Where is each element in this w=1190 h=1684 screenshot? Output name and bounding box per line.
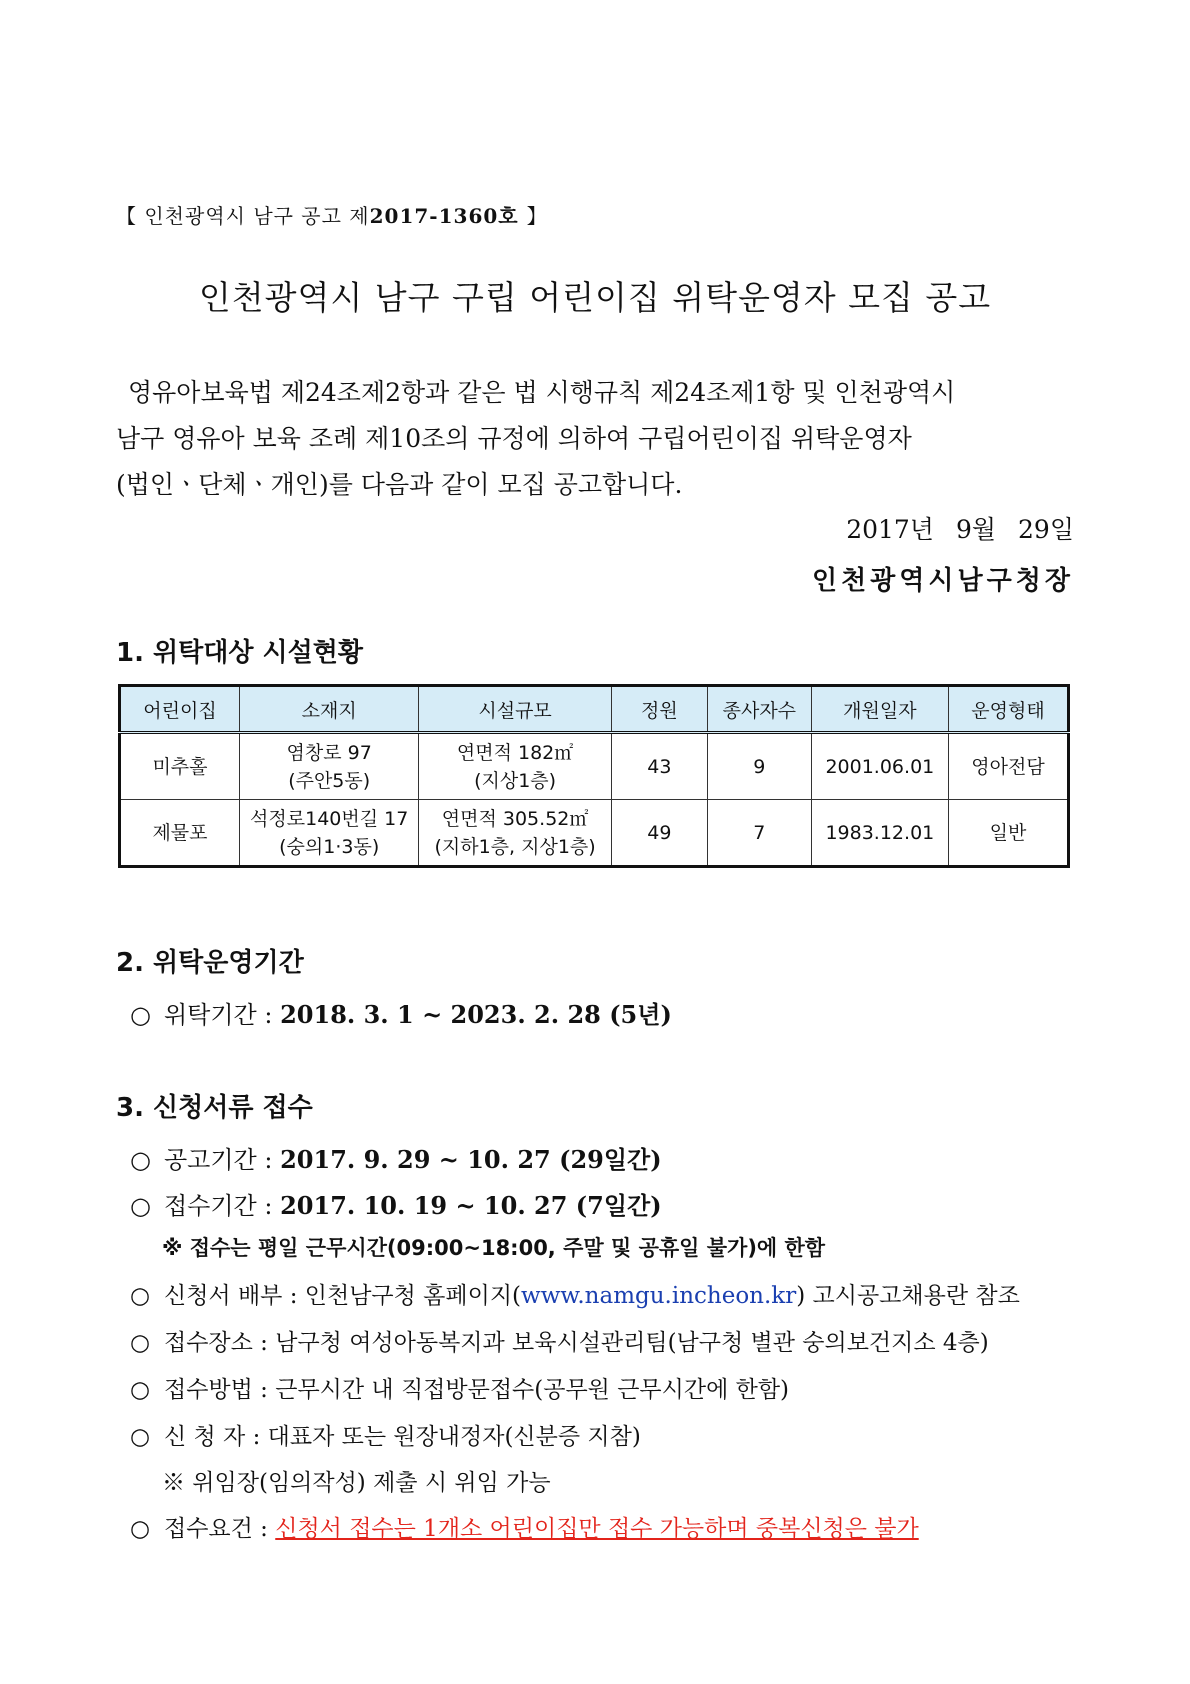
address-line: 염창로 97 (286, 741, 372, 764)
date-year: 2017년 (846, 515, 934, 544)
notice-number-value: 2017-1360 (369, 204, 499, 228)
table-row (120, 800, 1069, 867)
table-header-row (120, 686, 1069, 733)
cell-staff: 7 (707, 800, 811, 867)
distribution-item (130, 1277, 1020, 1310)
cell-type: 일반 (948, 800, 1068, 867)
cell-address (239, 733, 418, 800)
cell-size (419, 800, 611, 867)
bullet-icon: ○ (130, 1424, 151, 1450)
bracket-open: 【 (116, 204, 137, 228)
applicant-item (130, 1418, 641, 1451)
notice-date (846, 510, 1074, 546)
issuer: 인천광역시남구청장 (811, 566, 1074, 596)
requirement-item (130, 1510, 919, 1543)
facility-table (118, 684, 1070, 868)
intro-line-1: 영유아보육법 제24조제2항과 같은 법 시행규칙 제24조제1항 및 인천광역시 (128, 378, 956, 407)
notice-number (116, 200, 548, 229)
cell-capacity: 49 (611, 800, 707, 867)
col-header-capacity: 정원 (611, 686, 707, 733)
homepage-link[interactable]: www.namgu.incheon.kr (521, 1283, 797, 1309)
item-text: 신청서 배부 : 인천남구청 홈페이지( (164, 1283, 522, 1309)
cell-address (239, 800, 418, 867)
intro-line-2: 남구 영유아 보육 조례 제10조의 규정에 의하여 구립어린이집 위탁운영자 (116, 424, 912, 453)
table-row (120, 733, 1069, 800)
col-header-name: 어린이집 (120, 686, 240, 733)
bullet-icon: ○ (130, 1516, 151, 1542)
receive-note: ※ 접수는 평일 근무시간(09:00~18:00, 주말 및 공휴일 불가)에 한함 (162, 1236, 826, 1260)
section-2-heading: 2. 위탁운영기간 (116, 948, 304, 978)
cell-name: 미추홀 (120, 733, 240, 800)
intro-line-3: (법인ㆍ단체ㆍ개인)를 다음과 같이 모집 공고합니다. (116, 470, 683, 499)
bracket-close: 】 (526, 204, 548, 228)
size-floors: (지하1층, 지상1층) (434, 835, 596, 858)
page-title: 인천광역시 남구 구립 어린이집 위탁운영자 모집 공고 (198, 278, 992, 317)
cell-capacity: 43 (611, 733, 707, 800)
requirement-warning: 신청서 접수는 1개소 어린이집만 접수 가능하며 중복신청은 불가 (275, 1516, 919, 1542)
bullet-icon: ○ (130, 1377, 151, 1403)
col-header-address: 소재지 (239, 686, 418, 733)
col-header-staff: 종사자수 (707, 686, 811, 733)
cell-opened: 2001.06.01 (811, 733, 948, 800)
contract-period-item (130, 995, 672, 1030)
item-value: 2017. 9. 29 ~ 10. 27 (29일간) (280, 1145, 662, 1174)
address-dong: (주안5동) (288, 769, 371, 792)
cell-name: 제물포 (120, 800, 240, 867)
bullet-icon: ○ (130, 1192, 151, 1220)
item-label: 접수기간 : (164, 1192, 281, 1220)
item-text-after: ) 고시공고채용란 참조 (796, 1283, 1020, 1309)
item-value: 2018. 3. 1 ~ 2023. 2. 28 (5년) (280, 1000, 672, 1029)
size-area: 연면적 305.52㎡ (441, 807, 589, 830)
item-text: 접수장소 : 남구청 여성아동복지과 보육시설관리팀(남구청 별관 숭의보건지소 4층) (164, 1330, 989, 1356)
date-month: 9월 (955, 515, 997, 544)
item-value: 2017. 10. 19 ~ 10. 27 (7일간) (280, 1191, 662, 1220)
bullet-icon: ○ (130, 1283, 151, 1309)
size-area: 연면적 182㎡ (456, 741, 574, 764)
size-floors: (지상1층) (474, 769, 557, 792)
col-header-type: 운영형태 (948, 686, 1068, 733)
col-header-size: 시설규모 (419, 686, 611, 733)
col-header-opened: 개원일자 (811, 686, 948, 733)
bullet-icon: ○ (130, 1146, 151, 1174)
bullet-icon: ○ (130, 1001, 151, 1029)
item-text: 신 청 자 : 대표자 또는 원장내정자(신분증 지참) (164, 1424, 641, 1450)
bullet-icon: ○ (130, 1330, 151, 1356)
notice-prefix: 인천광역시 남구 공고 제 (137, 204, 370, 228)
place-item (130, 1324, 989, 1357)
intro-paragraph (116, 370, 1076, 508)
date-day: 29일 (1018, 515, 1074, 544)
receive-period-item (130, 1186, 662, 1221)
method-item (130, 1371, 789, 1404)
cell-staff: 9 (707, 733, 811, 800)
cell-opened: 1983.12.01 (811, 800, 948, 867)
cell-type: 영아전담 (948, 733, 1068, 800)
cell-size (419, 733, 611, 800)
address-line: 석정로140번길 17 (250, 807, 409, 830)
section-3-heading: 3. 신청서류 접수 (116, 1093, 313, 1123)
applicant-note: ※ 위임장(임의작성) 제출 시 위임 가능 (162, 1470, 551, 1496)
notice-suffix: 호 (498, 204, 527, 228)
address-dong: (숭의1·3동) (279, 835, 380, 858)
item-label: 접수요건 : (164, 1516, 276, 1542)
item-label: 위탁기간 : (164, 1001, 281, 1029)
item-label: 공고기간 : (164, 1146, 281, 1174)
announce-period-item (130, 1140, 662, 1175)
item-text: 접수방법 : 근무시간 내 직접방문접수(공무원 근무시간에 한함) (164, 1377, 790, 1403)
section-1-heading: 1. 위탁대상 시설현황 (116, 638, 363, 668)
